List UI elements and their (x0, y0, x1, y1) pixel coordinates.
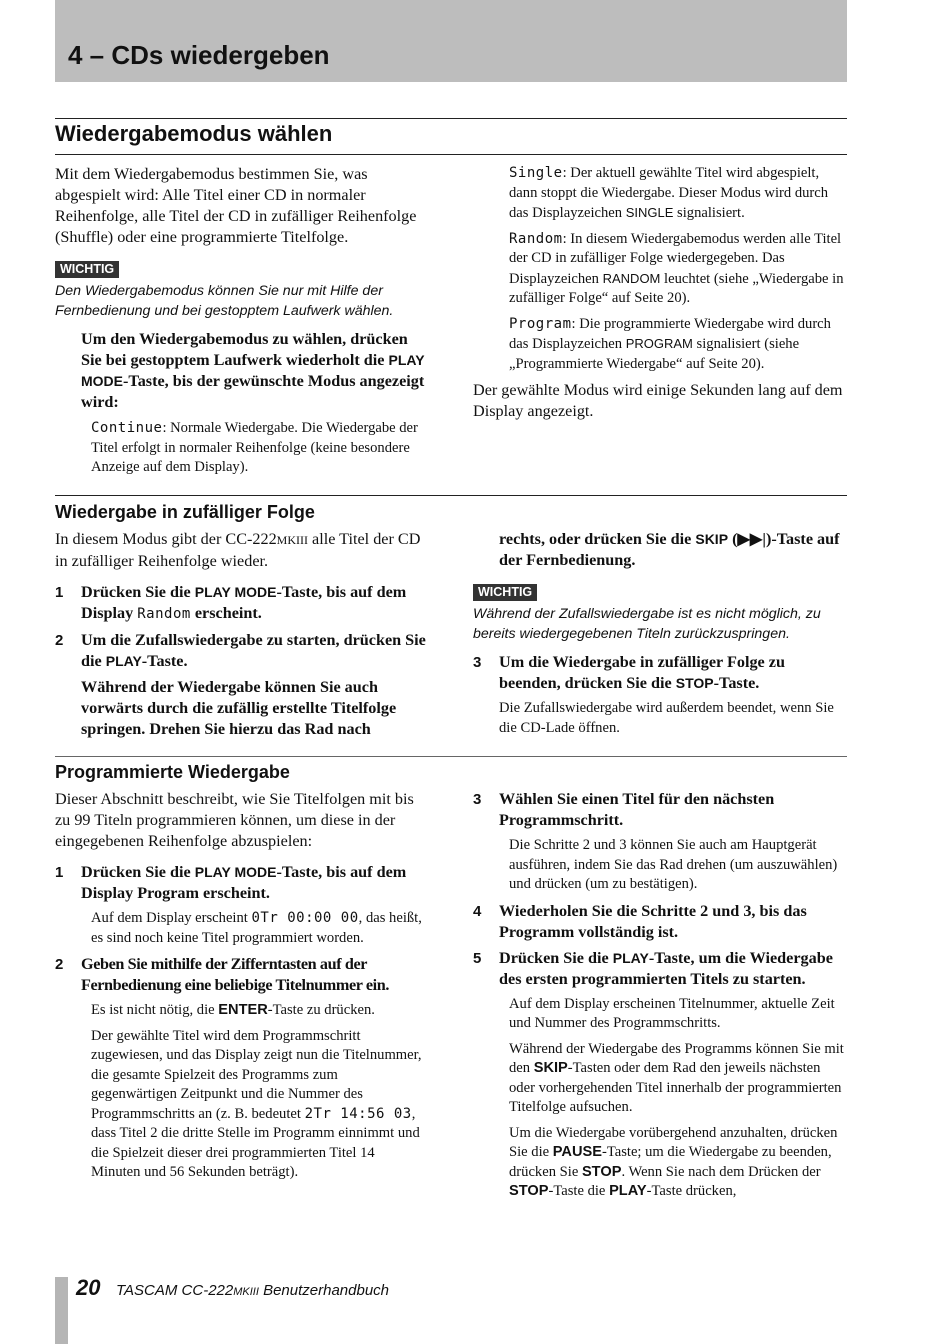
section-rule-bottom (55, 154, 847, 155)
s3-step-1: 1 Drücken Sie die PLAY MODE-Taste, bis auf dem Display Program erscheint. (55, 863, 407, 902)
footer-manual-title: TASCAM CC-222MKIII Benutzerhandbuch (116, 1282, 390, 1299)
footer-bar (55, 1277, 68, 1344)
s3-step-5-detail-2: Während der Wiedergabe des Programms können Sie mit den SKIP-Tasten oder dem Rad den jeweils nächsten oder vorhergehenden Titel innerhalb der programmierten Titelfolge aufsuchen. (509, 1040, 844, 1115)
s2-step-3: 3 Um die Wiedergabe in zufälliger Folge zu beenden, drücken Sie die STOP-Taste. (473, 653, 785, 692)
wichtig-badge: WICHTIG (55, 261, 119, 278)
s3-step-5: 5 Drücken Sie die PLAY-Taste, um die Wiedergabe des ersten programmierten Titels zu starten. (473, 948, 833, 988)
s2-step-2: 2 Um die Zufallswiedergabe zu starten, drücken Sie die PLAY-Taste. (55, 631, 426, 670)
chapter-title: 4 – CDs wiedergeben (68, 40, 330, 70)
s3-step-3: 3 Wählen Sie einen Titel für den nächsten Programmschritt. (473, 790, 775, 829)
s2-step-1: 1 Drücken Sie die PLAY MODE-Taste, bis auf dem Display Random erscheint. (55, 583, 407, 622)
section-title: Wiedergabemodus wählen (55, 121, 333, 146)
s3-right-column (473, 789, 847, 1208)
s1-note: Den Wiedergabemodus können Sie nur mit Hilfe der Fernbedienung und bei gestopptem Laufwerk wählen. (55, 283, 394, 319)
s2-right-column (473, 529, 847, 744)
subsection-rule (55, 756, 847, 757)
s3-step-5-detail-1: Auf dem Display erscheinen Titelnummer, aktuelle Zeit und Nummer des Programmschritts. (509, 995, 835, 1031)
s2-step-2-extra: Während der Wiedergabe können Sie auch vorwärts durch die zufällig erstellte Titelfolge springen. Drehen Sie hierzu das Rad nach (81, 678, 397, 738)
s2-note: Während der Zufallswiedergabe ist es nicht möglich, zu bereits wiedergegebenen Titeln zurückzuspringen. (473, 606, 821, 642)
s3-intro: Dieser Abschnitt beschreibt, wie Sie Titelfolgen mit bis zu 99 Titeln programmieren können, um diese in der eingegebenen Reihenfolge abzuspielen: (55, 790, 414, 850)
s3-step-2: 2 Geben Sie mithilfe der Zifferntasten auf der Fernbedienung eine beliebige Titelnummer ein. (55, 955, 390, 994)
s2-left-column (55, 529, 427, 746)
s1-instruction: Um den Wiedergabemodus zu wählen, drücken Sie bei gestopptem Laufwerk wiederholt die PLAY MODE-Taste, bis der gewünschte Modus angezeigt wird: (81, 330, 425, 411)
subsection-title-program: Programmierte Wiedergabe (55, 762, 290, 782)
mode-random: Random: In diesem Wiedergabemodus werden alle Titel der CD in zufälliger Folge wiedergegeben. Das Displayzeichen RANDOM leuchtet (siehe „Wiedergabe in zufälliger Folge“ auf Seite 20). (509, 230, 844, 306)
s1-left-column (55, 164, 427, 484)
subsection-title-random: Wiedergabe in zufälliger Folge (55, 502, 315, 522)
page-number: 20 (76, 1275, 101, 1300)
s3-step-3-detail: Die Schritte 2 und 3 können Sie auch am Hauptgerät ausführen, indem Sie das Rad drehen (um auszuwählen) und drücken (um zu bestätigen). (509, 837, 838, 892)
s1-intro: Mit dem Wiedergabemodus bestimmen Sie, was abgespielt wird: Alle Titel einer CD in normaler Reihenfolge, alle Titel der CD in zufälliger Reihenfolge (Shuffle) oder eine programmierte Titelfolge. (55, 165, 417, 246)
s3-step-2-detail-2: Der gewählte Titel wird dem Programmschritt zugewiesen, und das Display zeigt nun die Titelnummer, die gesamte Spielzeit des Programms zum gegenwärtigen Zeitpunkt und die Nummer des Programmschritts an (z. B. bedeutet 2Tr 14:56 03, dass Titel 2 die dritte Stelle im Programm einnimmt und die Spielzeit dieser drei programmierten Titel 14 Minuten und 56 Sekunden beträgt). (91, 1027, 422, 1180)
subsection-rule (55, 495, 847, 496)
s1-outro: Der gewählte Modus wird einige Sekunden lang auf dem Display angezeigt. (473, 381, 843, 420)
mode-single: Single: Der aktuell gewählte Titel wird abgespielt, dann stoppt die Wiedergabe. Dieser Modus wird durch das Displayzeichen SINGLE signalisiert. (509, 165, 829, 221)
s3-left-column (55, 789, 427, 1189)
s2-step-3-detail: Die Zufallswiedergabe wird außerdem beendet, wenn Sie die CD-Lade öffnen. (499, 700, 834, 736)
s3-step-1-detail: Auf dem Display erscheint 0Tr 00:00 00, das heißt, es sind noch keine Titel programmiert worden. (91, 910, 422, 946)
section-rule-top (55, 118, 847, 119)
s3-step-2-detail-1: Es ist nicht nötig, die ENTER-Taste zu drücken. (91, 1002, 375, 1018)
mode-continue: Continue: Normale Wiedergabe. Die Wiedergabe der Titel erfolgt in normaler Reihenfolge (keine besondere Anzeige auf dem Display). (91, 420, 418, 475)
mode-program: Program: Die programmierte Wiedergabe wird durch das Displayzeichen PROGRAM signalisiert (siehe „Programmierte Wiedergabe“ auf Seite 20). (509, 315, 831, 372)
s2-step-2-continued: rechts, oder drücken Sie die SKIP (▶▶|)-Taste auf der Fernbedienung. (499, 530, 840, 569)
s3-step-5-detail-3: Um die Wiedergabe vorübergehend anzuhalten, drücken Sie die PAUSE-Taste; um die Wiedergabe zu beenden, drücken Sie STOP. Wenn Sie nach dem Drücken der STOP-Taste die PLAY-Taste drücken, (509, 1124, 838, 1199)
s3-step-4: 4 Wiederholen Sie die Schritte 2 und 3, bis das Programm vollständig ist. (473, 901, 807, 941)
wichtig-badge: WICHTIG (473, 584, 537, 601)
s1-right-column (473, 164, 847, 428)
s2-intro: In diesem Modus gibt der CC-222MKIII alle Titel der CD in zufälliger Reihenfolge wieder. (55, 530, 421, 570)
